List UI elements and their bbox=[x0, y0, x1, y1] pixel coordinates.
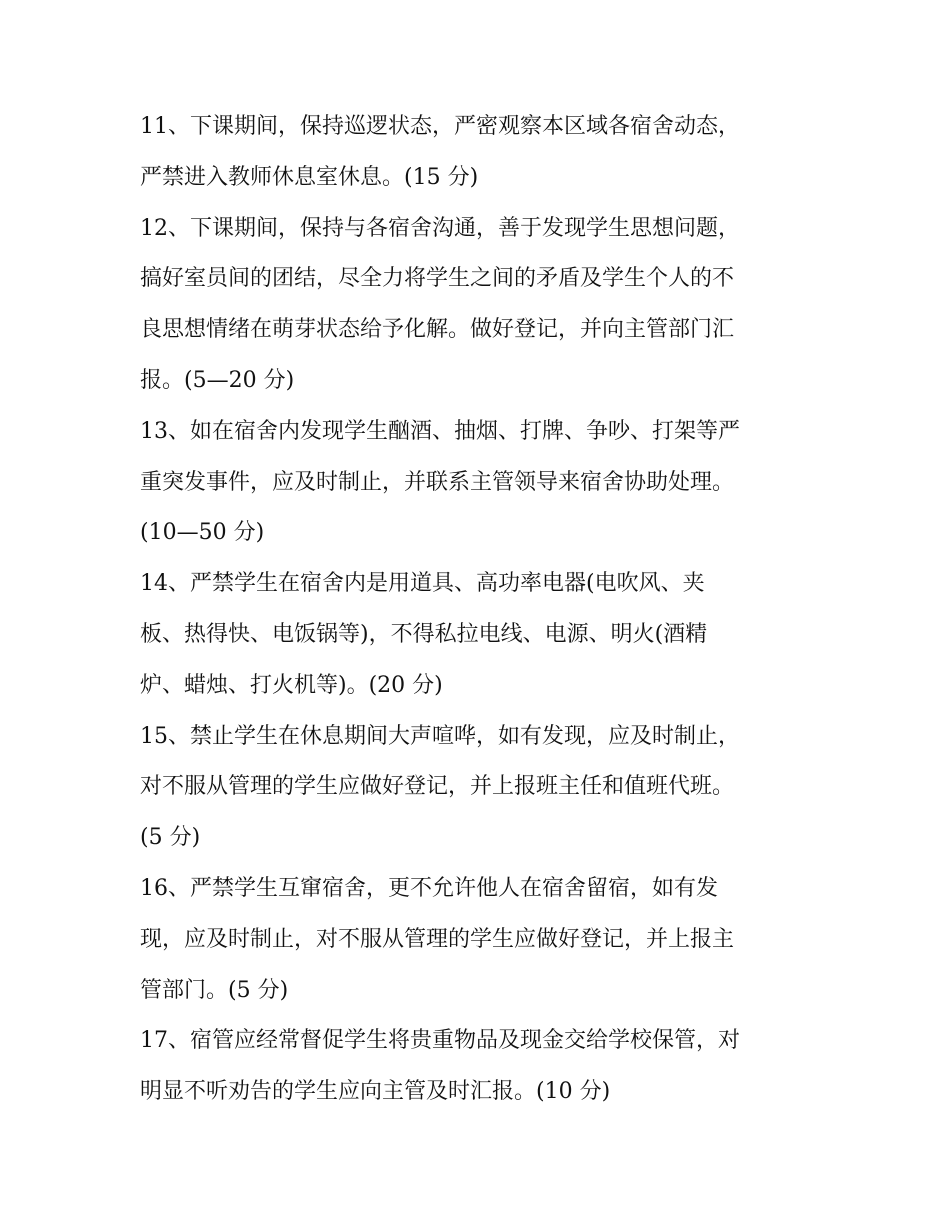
text-line: 17、宿管应经常督促学生将贵重物品及现金交给学校保管，对 bbox=[140, 1028, 740, 1054]
text-line: 对不服从管理的学生应做好登记，并上报班主任和值班代班。 bbox=[140, 774, 735, 800]
text-line: 管部门。(5 分) bbox=[140, 977, 289, 1003]
text-line: 板、热得快、电饭锅等)，不得私拉电线、电源、明火(酒精 bbox=[140, 621, 708, 647]
text-line: (5 分) bbox=[140, 825, 201, 851]
text-line: 良思想情绪在萌芽状态给予化解。做好登记，并向主管部门汇 bbox=[140, 317, 735, 343]
text-line: 严禁进入教师休息室休息。(15 分) bbox=[140, 164, 479, 190]
text-line: 15、禁止学生在休息期间大声喧哗，如有发现，应及时制止， bbox=[140, 723, 740, 749]
text-line: 炉、蜡烛、打火机等)。(20 分) bbox=[140, 672, 443, 698]
text-line: 12、下课期间，保持与各宿舍沟通，善于发现学生思想问题， bbox=[140, 215, 740, 241]
text-line: 14、严禁学生在宿舍内是用道具、高功率电器(电吹风、夹 bbox=[140, 571, 705, 597]
text-line: 重突发事件，应及时制止，并联系主管领导来宿舍协助处理。 bbox=[140, 469, 735, 495]
text-line: 13、如在宿舍内发现学生酗酒、抽烟、打牌、争吵、打架等严 bbox=[140, 418, 740, 444]
text-line: 搞好室员间的团结，尽全力将学生之间的矛盾及学生个人的不 bbox=[140, 266, 735, 292]
text-line: 报。(5—20 分) bbox=[140, 367, 295, 393]
text-line: 明显不听劝告的学生应向主管及时汇报。(10 分) bbox=[140, 1079, 611, 1105]
document-body bbox=[140, 102, 830, 1118]
text-line: 16、严禁学生互窜宿舍，更不允许他人在宿舍留宿，如有发 bbox=[140, 875, 718, 901]
text-line: 现，应及时制止，对不服从管理的学生应做好登记，并上报主 bbox=[140, 926, 735, 952]
text-line: (10—50 分) bbox=[140, 520, 265, 546]
text-line: 11、下课期间，保持巡逻状态，严密观察本区域各宿舍动态， bbox=[140, 114, 740, 139]
